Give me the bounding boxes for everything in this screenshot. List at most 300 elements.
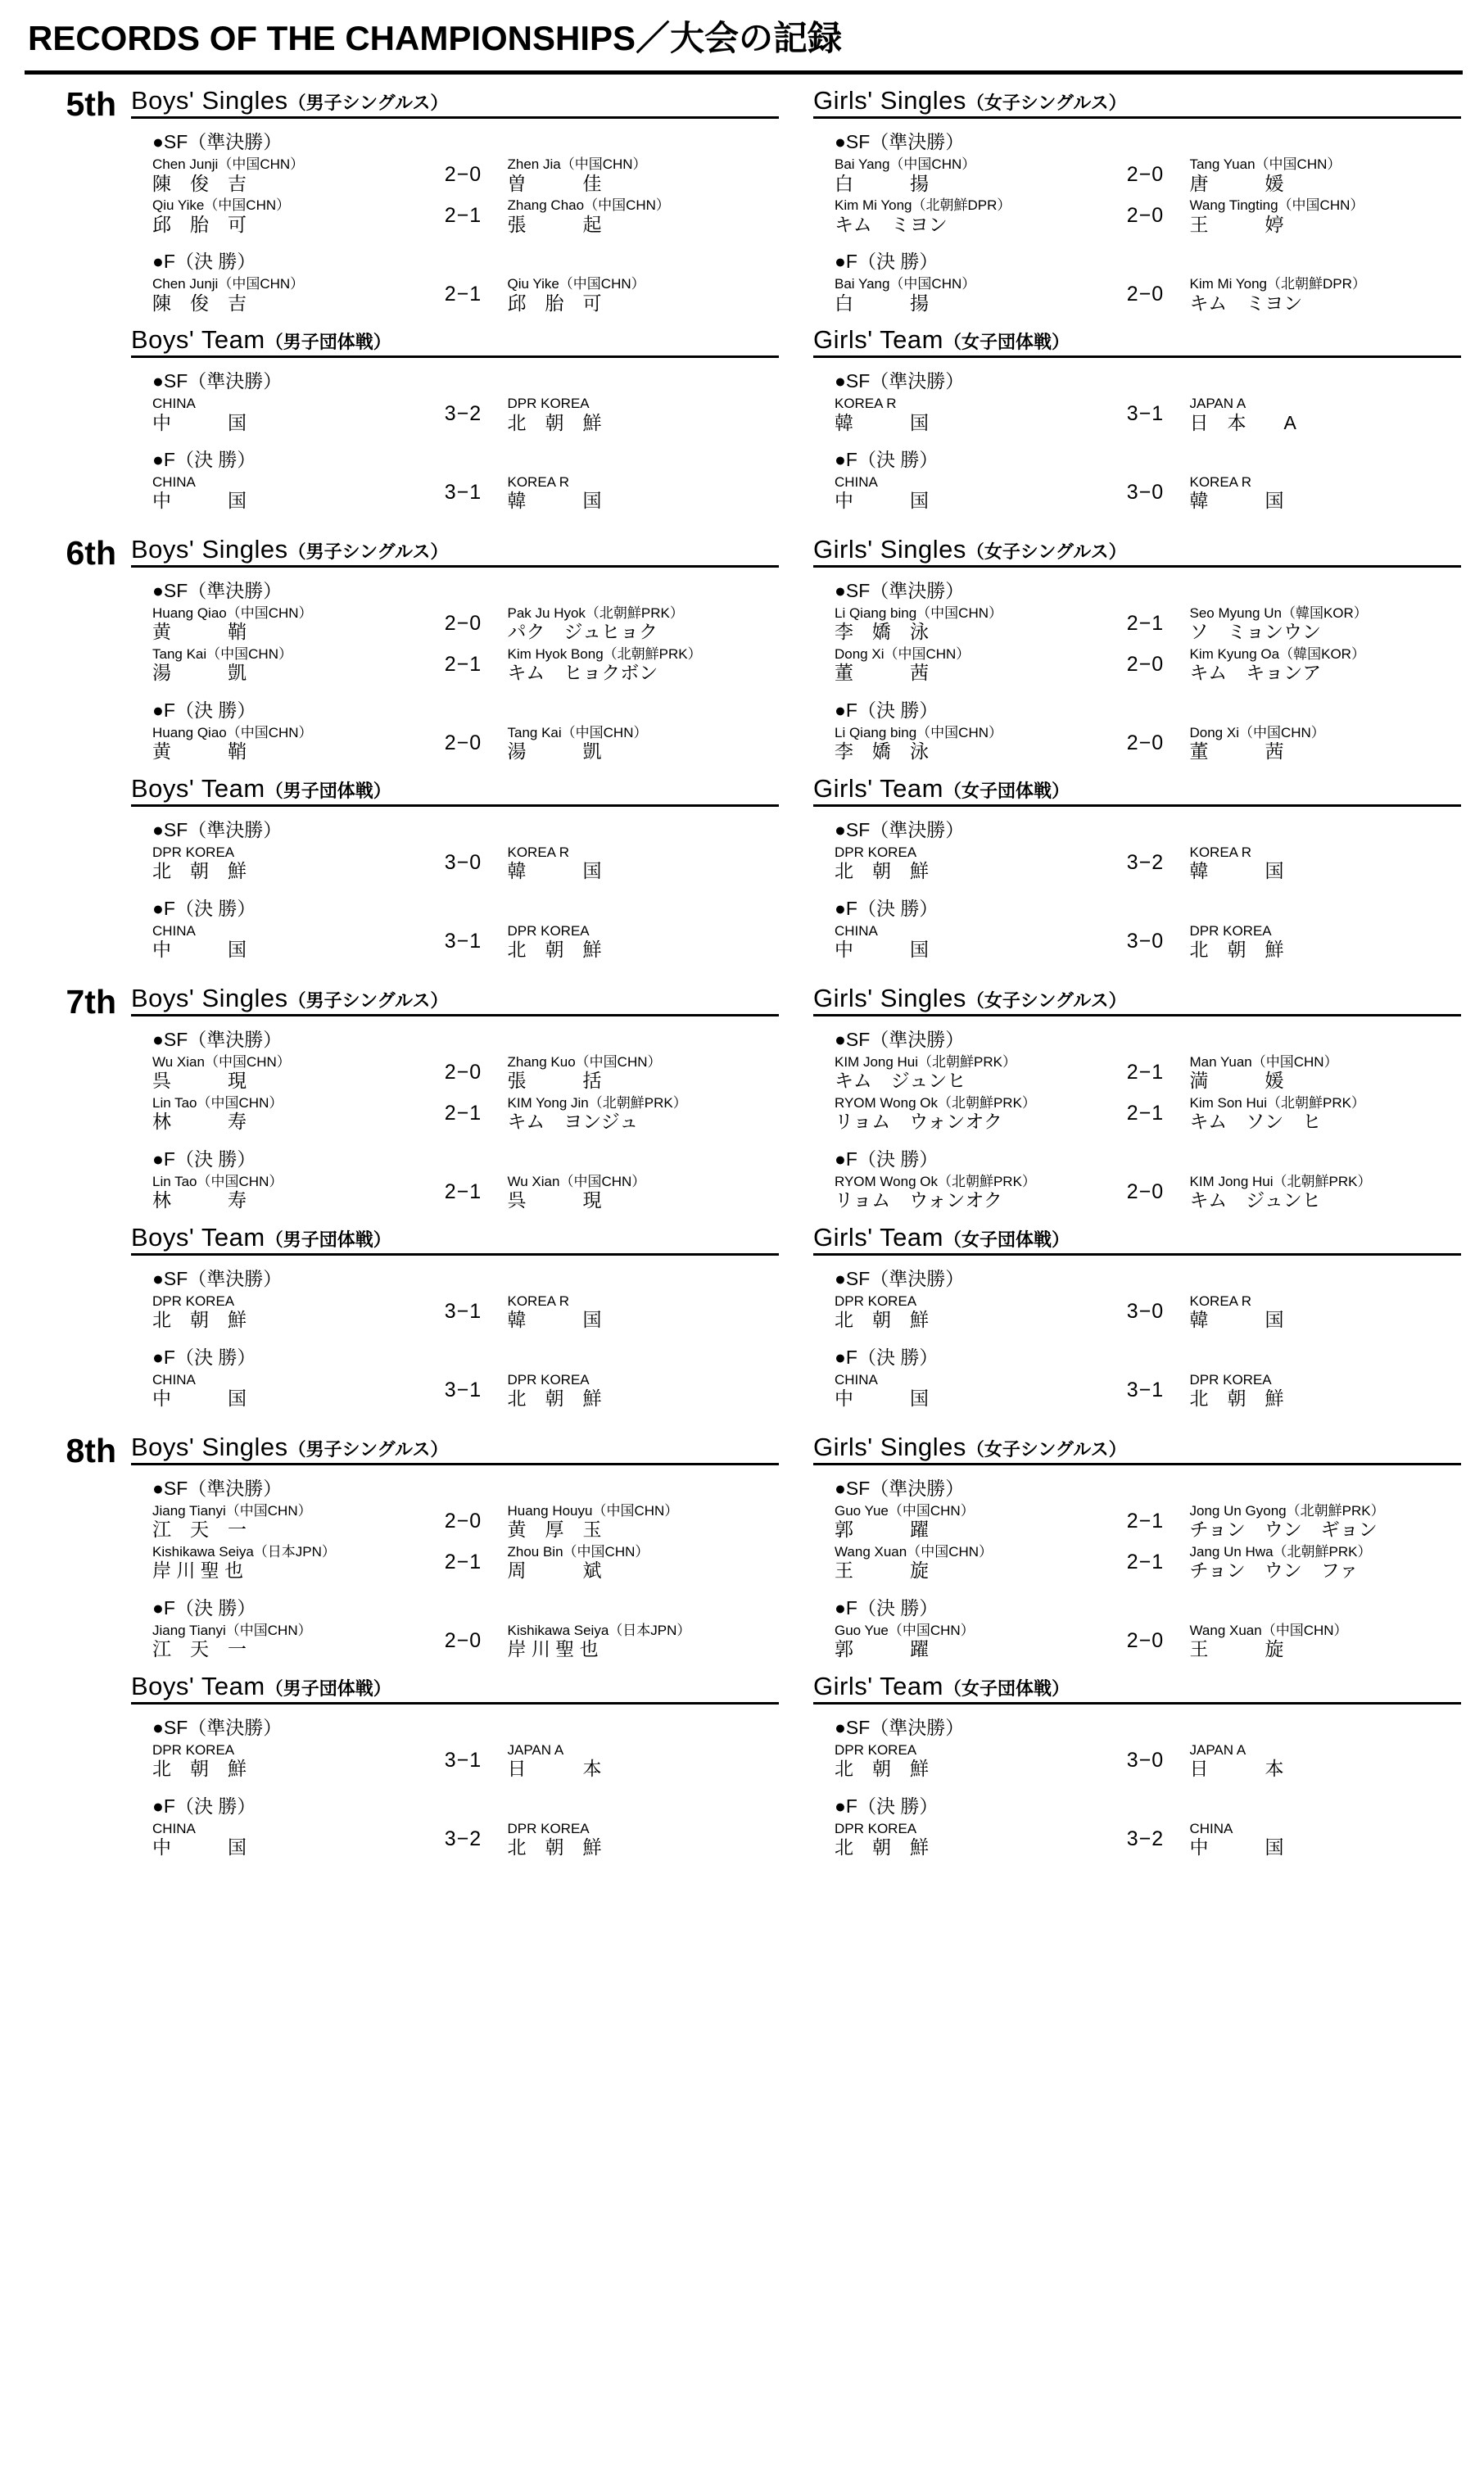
right-name-jp: 張 起 [507,213,602,235]
round-label-f: ●F（決 勝） [152,699,256,721]
round-f [835,695,1461,763]
girls-column [813,535,1461,972]
match-row [835,396,1461,433]
round-label-f: ●F（決 勝） [835,1148,939,1170]
right-name-jp: キム キョンア [1189,662,1322,684]
round-f [152,894,779,961]
match-right [503,1623,780,1660]
match-left [835,1372,1106,1410]
match-score: 2−0 [1126,1180,1165,1204]
match-left [152,844,424,882]
match-score: 2−0 [444,1510,482,1533]
match-row [835,1544,1461,1582]
match-score: 2−1 [1126,1102,1165,1125]
event-title-en: Boys' Singles [131,983,288,1012]
right-name-en: JAPAN A [507,1741,564,1758]
event-boys-singles [131,535,779,763]
left-name-en: DPR KOREA [835,1293,917,1309]
round-sf [835,576,1461,684]
edition-columns [131,86,1484,523]
right-name-en: DPR KOREA [1189,1371,1272,1388]
match-right [503,1174,780,1211]
right-name-jp: 韓 国 [507,860,602,882]
event-girls-singles [813,86,1461,314]
left-name-jp: 中 国 [152,939,247,961]
right-name-en: KIM Jong Hui（北朝鮮PRK） [1189,1173,1372,1189]
round-f [835,1342,1461,1410]
left-name-jp: 北 朝 鮮 [835,1758,929,1780]
right-name-en: Jang Un Hwa（北朝鮮PRK） [1189,1543,1372,1560]
round-f [835,1593,1461,1660]
right-name-jp: チョン ウン ギョン [1189,1519,1378,1541]
right-name-en: Zhang Kuo（中国CHN） [507,1053,662,1070]
match-right [503,474,780,512]
left-name-jp: 北 朝 鮮 [835,1836,929,1859]
match-right [503,1742,780,1780]
round-f [835,1791,1461,1859]
event-heading [813,984,1461,1016]
match-right [1185,1174,1462,1211]
match-row [152,1623,779,1660]
event-girls-team [813,1672,1461,1859]
event-title-en: Girls' Singles [813,1432,966,1461]
event-heading [813,1672,1461,1705]
match-right [1185,396,1462,433]
round-label-f: ●F（決 勝） [835,1795,939,1817]
right-name-jp: 北 朝 鮮 [507,1836,602,1859]
left-name-jp: 林 寿 [152,1189,247,1211]
match-row [835,1623,1461,1660]
left-name-en: Huang Qiao（中国CHN） [152,724,313,740]
left-name-en: RYOM Wong Ok（北朝鮮PRK） [835,1094,1036,1111]
edition-number: 7th [66,982,116,1021]
match-row [152,646,779,684]
match-row [152,1372,779,1410]
match-left [152,1372,424,1410]
match-right [503,725,780,763]
left-name-en: Kim Mi Yong（北朝鮮DPR） [835,197,1011,213]
left-name-en: Wang Xuan（中国CHN） [835,1543,993,1560]
match-score: 2−1 [444,1180,482,1204]
right-name-jp: キム ヨンジュ [507,1111,639,1133]
match-right [1185,725,1462,763]
left-name-jp: 北 朝 鮮 [152,1758,247,1780]
event-title-en: Girls' Singles [813,534,966,564]
match-left [152,396,424,433]
right-name-jp: 董 茜 [1189,740,1284,763]
event-girls-singles [813,984,1461,1211]
left-name-en: CHINA [152,922,196,939]
left-name-jp: 湯 凱 [152,662,247,684]
event-title-en: Boys' Team [131,324,265,354]
event-boys-team [131,774,779,961]
edition-columns [131,535,1484,972]
match-left [152,1503,424,1541]
left-name-en: Tang Kai（中国CHN） [152,645,292,662]
left-name-en: Li Qiang bing（中国CHN） [835,724,1003,740]
left-name-jp: 呉 現 [152,1070,247,1092]
event-title-jp: （男子シングルス） [287,93,449,113]
round-label-f: ●F（決 勝） [152,897,256,919]
edition-block [0,1421,1484,1870]
left-name-jp: 中 国 [835,490,929,512]
girls-column [813,984,1461,1421]
boys-column [131,86,779,523]
match-left [152,646,424,684]
left-name-en: KIM Jong Hui（北朝鮮PRK） [835,1053,1016,1070]
event-title-jp: （男子団体戦） [265,331,391,352]
right-name-jp: 日 本 [1189,1758,1284,1780]
match-score: 2−1 [1126,1510,1165,1533]
left-name-en: Wu Xian（中国CHN） [152,1053,291,1070]
left-name-jp: 陳 俊 吉 [152,292,247,314]
match-left [152,276,424,314]
round-f [835,1144,1461,1211]
match-left [152,1742,424,1780]
round-label-sf: ●SF（準決勝） [152,1716,283,1738]
right-name-jp: 日 本 [507,1758,602,1780]
match-score: 2−0 [444,1061,482,1084]
match-right [1185,923,1462,961]
match-score: 2−0 [1126,653,1165,677]
round-label-f: ●F（決 勝） [835,1596,939,1619]
match-left [835,923,1106,961]
left-name-jp: 王 旋 [835,1560,929,1582]
match-score: 2−1 [1126,1061,1165,1084]
round-f [835,247,1461,314]
event-boys-team [131,1223,779,1410]
right-name-en: DPR KOREA [507,1371,590,1388]
right-name-jp: 周 斌 [507,1560,602,1582]
left-name-jp: 中 国 [152,411,247,433]
match-right [1185,1544,1462,1582]
edition-columns [131,984,1484,1421]
match-left [835,725,1106,763]
match-left [152,1293,424,1331]
match-score: 3−0 [444,851,482,875]
match-left [835,474,1106,512]
event-heading [131,535,779,568]
match-row [152,725,779,763]
event-heading [813,774,1461,807]
event-title-en: Girls' Team [813,773,943,803]
round-label-sf: ●SF（準決勝） [152,818,283,840]
event-title-jp: （女子団体戦） [943,331,1070,352]
match-left [835,1544,1106,1582]
event-heading [813,1223,1461,1256]
right-name-jp: チョン ウン ファ [1189,1560,1359,1582]
match-score: 2−0 [444,163,482,187]
round-sf [835,1474,1461,1582]
match-left [835,1503,1106,1541]
event-title-jp: （男子団体戦） [265,1229,391,1250]
match-row [835,1821,1461,1859]
event-heading [131,1672,779,1705]
right-name-jp: 日 本 A [1189,411,1296,433]
left-name-en: DPR KOREA [835,844,917,860]
right-name-en: Pak Ju Hyok（北朝鮮PRK） [507,604,684,621]
round-label-f: ●F（決 勝） [152,1346,256,1368]
event-title-en: Boys' Singles [131,1432,288,1461]
match-left [152,1623,424,1660]
match-score: 3−0 [1126,1749,1165,1773]
round-sf [152,1264,779,1331]
event-title-jp: （女子団体戦） [943,780,1070,801]
event-title-en: Girls' Singles [813,983,966,1012]
match-row [152,1054,779,1092]
left-name-jp: 黄 鞘 [152,740,247,763]
event-title-jp: （男子団体戦） [265,1677,391,1699]
match-left [835,605,1106,643]
event-title-en: Boys' Singles [131,534,288,564]
match-row [152,1544,779,1582]
match-left [152,923,424,961]
match-left [835,646,1106,684]
match-row [152,1293,779,1331]
right-name-en: Kim Son Hui（北朝鮮PRK） [1189,1094,1365,1111]
left-name-en: DPR KOREA [152,844,235,860]
match-right [503,276,780,314]
event-title-jp: （男子シングルス） [287,1438,449,1460]
match-right [503,197,780,235]
right-name-en: KOREA R [507,844,570,860]
event-boys-team [131,325,779,512]
event-heading [813,1433,1461,1465]
document-header [0,0,1484,66]
left-name-en: DPR KOREA [152,1293,235,1309]
round-label-f: ●F（決 勝） [835,699,939,721]
match-right [503,1054,780,1092]
left-name-jp: 江 天 一 [152,1638,247,1660]
round-label-sf: ●SF（準決勝） [152,131,283,152]
round-sf [835,1713,1461,1780]
left-name-jp: 黄 鞘 [152,621,247,643]
match-right [503,1293,780,1331]
left-name-en: DPR KOREA [152,1741,235,1758]
match-score: 3−1 [444,1749,482,1773]
match-right [1185,474,1462,512]
event-heading [131,774,779,807]
right-name-jp: 北 朝 鮮 [1189,939,1284,961]
left-name-jp: リョム ウォンオク [835,1189,1002,1211]
match-row [835,1503,1461,1541]
match-left [152,725,424,763]
left-name-jp: 中 国 [152,1836,247,1859]
left-name-jp: 林 寿 [152,1111,247,1133]
left-name-jp: キム ミヨン [835,213,948,235]
left-name-en: Li Qiang bing（中国CHN） [835,604,1003,621]
match-right [503,1821,780,1859]
match-row [152,396,779,433]
right-name-en: DPR KOREA [507,1820,590,1836]
right-name-jp: 北 朝 鮮 [1189,1388,1284,1410]
match-right [1185,605,1462,643]
event-heading [131,1223,779,1256]
left-name-en: Lin Tao（中国CHN） [152,1173,283,1189]
match-right [1185,646,1462,684]
round-label-f: ●F（決 勝） [152,250,256,272]
left-name-en: RYOM Wong Ok（北朝鮮PRK） [835,1173,1036,1189]
right-name-en: Man Yuan（中国CHN） [1189,1053,1338,1070]
round-f [152,247,779,314]
left-name-en: CHINA [835,1371,878,1388]
match-score: 2−0 [1126,731,1165,755]
left-name-jp: 北 朝 鮮 [152,860,247,882]
event-girls-singles [813,535,1461,763]
match-left [835,156,1106,194]
match-score: 3−2 [1126,851,1165,875]
right-name-jp: 韓 国 [1189,1309,1284,1331]
match-score: 2−1 [444,653,482,677]
event-title-jp: （女子シングルス） [966,93,1127,113]
match-row [835,1174,1461,1211]
right-name-en: Zhou Bin（中国CHN） [507,1543,649,1560]
right-name-jp: キム ヒョクボン [507,662,658,684]
match-left [835,1293,1106,1331]
left-name-jp: 韓 国 [835,411,929,433]
right-name-jp: ソ ミョンウン [1189,621,1322,643]
round-sf [152,1025,779,1133]
event-title-jp: （男子シングルス） [287,989,449,1011]
right-name-en: Huang Houyu（中国CHN） [507,1502,679,1519]
match-row [152,1821,779,1859]
round-label-sf: ●SF（準決勝） [835,579,965,601]
match-row [835,605,1461,643]
match-right [1185,197,1462,235]
event-title-en: Girls' Team [813,324,943,354]
event-girls-team [813,1223,1461,1410]
event-heading [131,325,779,358]
match-left [152,605,424,643]
right-name-en: Seo Myung Un（韓国KOR） [1189,604,1368,621]
girls-column [813,1433,1461,1870]
match-score: 3−1 [444,481,482,505]
event-title-jp: （女子シングルス） [966,989,1127,1011]
match-left [835,1821,1106,1859]
match-left [835,276,1106,314]
left-name-jp: 陳 俊 吉 [152,172,247,194]
match-row [835,1054,1461,1092]
left-name-en: Dong Xi（中国CHN） [835,645,970,662]
left-name-en: CHINA [152,1371,196,1388]
event-title-en: Girls' Team [813,1222,943,1252]
event-title-jp: （男子シングルス） [287,541,449,562]
match-left [152,1544,424,1582]
right-name-en: KOREA R [507,473,570,490]
round-label-sf: ●SF（準決勝） [835,1267,965,1289]
match-score: 3−2 [444,1827,482,1851]
event-girls-team [813,774,1461,961]
right-name-en: Qiu Yike（中国CHN） [507,275,645,292]
round-label-sf: ●SF（準決勝） [835,1477,965,1499]
match-left [835,1095,1106,1133]
right-name-jp: 湯 凱 [507,740,602,763]
match-row [835,646,1461,684]
match-row [152,605,779,643]
match-left [835,1623,1106,1660]
round-label-sf: ●SF（準決勝） [152,1028,283,1050]
match-score: 3−1 [444,1300,482,1324]
event-girls-team [813,325,1461,512]
match-score: 2−0 [444,731,482,755]
left-name-jp: 北 朝 鮮 [152,1309,247,1331]
match-score: 2−1 [1126,1551,1165,1574]
right-name-en: JAPAN A [1189,395,1246,411]
match-row [835,923,1461,961]
page-title: RECORDS OF THE CHAMPIONSHIPS／大会の記録 [28,19,843,57]
left-name-jp: 董 茜 [835,662,929,684]
edition-block [0,75,1484,523]
event-title-en: Boys' Singles [131,86,288,115]
left-name-jp: 北 朝 鮮 [835,860,929,882]
right-name-jp: 呉 現 [507,1189,602,1211]
left-name-jp: 邱 胎 可 [152,213,247,235]
match-left [835,1742,1106,1780]
left-name-en: Kishikawa Seiya（日本JPN） [152,1543,336,1560]
left-name-en: CHINA [152,473,196,490]
left-name-jp: キム ジュンヒ [835,1070,966,1092]
match-row [152,1503,779,1541]
round-label-sf: ●SF（準決勝） [835,369,965,392]
match-score: 2−0 [1126,1629,1165,1653]
match-row [835,197,1461,235]
left-name-en: Guo Yue（中国CHN） [835,1502,975,1519]
match-row [835,1742,1461,1780]
event-title-jp: （女子シングルス） [966,1438,1127,1460]
right-name-jp: 韓 国 [1189,860,1284,882]
left-name-en: Jiang Tianyi（中国CHN） [152,1502,312,1519]
round-label-f: ●F（決 勝） [152,448,256,470]
round-label-f: ●F（決 勝） [835,250,939,272]
left-name-en: CHINA [835,922,878,939]
event-title-en: Girls' Singles [813,86,966,115]
left-name-en: Guo Yue（中国CHN） [835,1622,975,1638]
event-heading [131,86,779,119]
right-name-en: Zhang Chao（中国CHN） [507,197,670,213]
event-boys-singles [131,1433,779,1660]
round-label-sf: ●SF（準決勝） [835,1716,965,1738]
match-right [1185,1742,1462,1780]
match-score: 2−0 [444,612,482,636]
match-right [503,1372,780,1410]
match-left [835,396,1106,433]
round-f [152,1144,779,1211]
match-right [503,396,780,433]
match-left [152,1821,424,1859]
event-title-jp: （男子団体戦） [265,780,391,801]
match-score: 3−2 [444,402,482,426]
right-name-jp: 満 媛 [1189,1070,1284,1092]
left-name-en: Qiu Yike（中国CHN） [152,197,291,213]
match-row [835,844,1461,882]
match-row [152,276,779,314]
match-row [835,276,1461,314]
match-score: 2−1 [444,283,482,306]
right-name-en: Kim Hyok Bong（北朝鮮PRK） [507,645,702,662]
round-label-f: ●F（決 勝） [835,1346,939,1368]
right-name-en: Wang Tingting（中国CHN） [1189,197,1364,213]
right-name-en: Jong Un Gyong（北朝鮮PRK） [1189,1502,1385,1519]
editions-container [0,75,1484,1870]
right-name-en: DPR KOREA [507,395,590,411]
match-score: 3−1 [1126,1379,1165,1402]
edition-columns [131,1433,1484,1870]
round-label-sf: ●SF（準決勝） [152,1267,283,1289]
edition-number: 5th [66,85,116,123]
round-f [152,1593,779,1660]
left-name-en: Chen Junji（中国CHN） [152,275,305,292]
match-score: 2−0 [1126,283,1165,306]
